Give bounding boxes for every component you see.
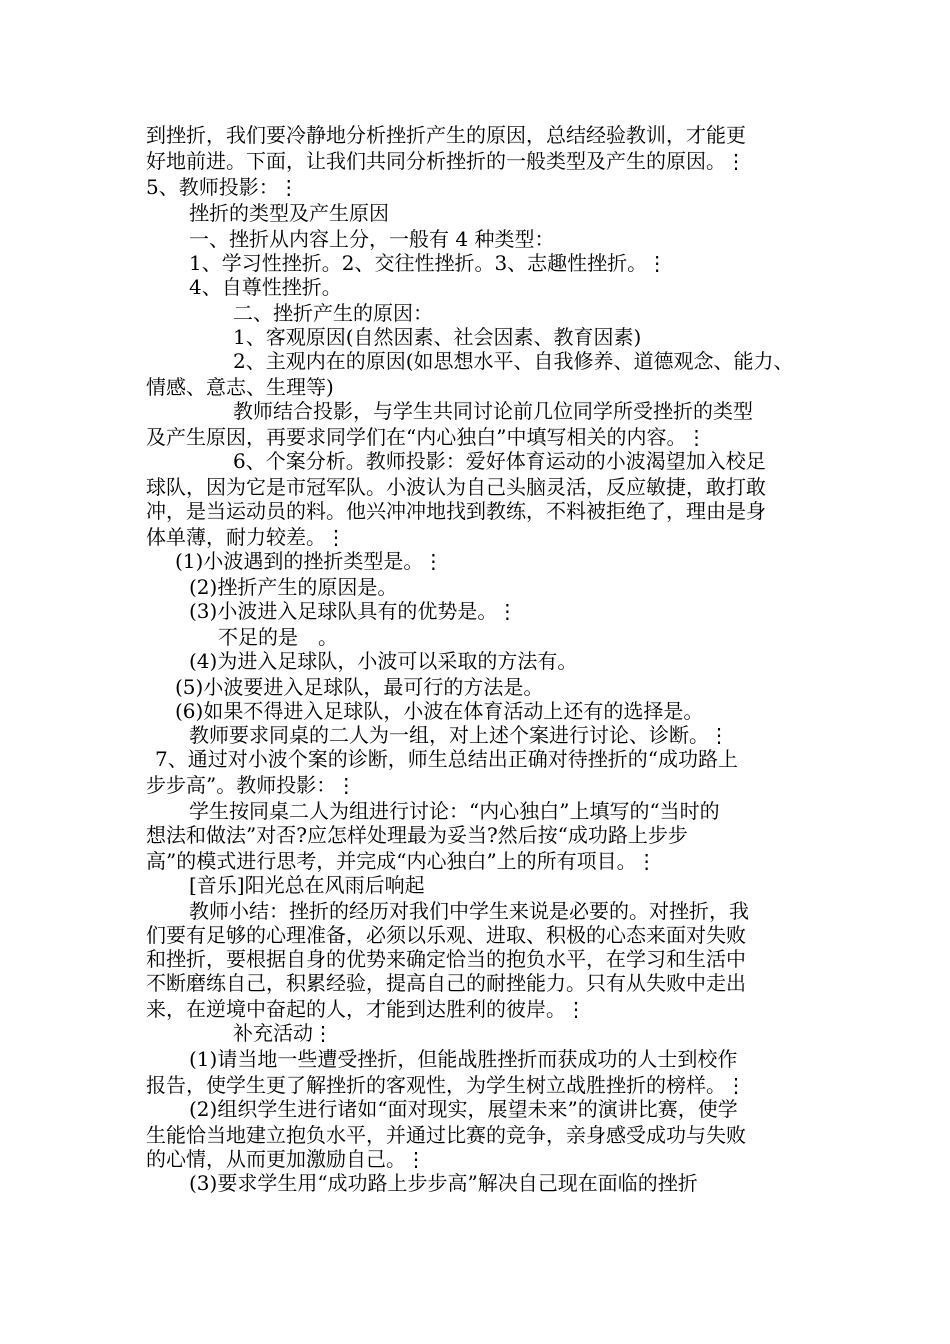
text-line: 到挫折，我们要冷静地分析挫折产生的原因，总结经验教训，才能更	[146, 123, 746, 147]
text-line: 冲，是当运动员的料。他兴冲冲地找到教练，不料被拒绝了，理由是身	[146, 499, 766, 523]
text-line: 高”的模式进行思考，并完成“内心独白”上的所有项目。⋮	[146, 849, 657, 873]
projection-title: 挫折的类型及产生原因	[189, 201, 389, 225]
text-line: 及产生原因，再要求同学们在“内心独白”中填写相关的内容。⋮	[146, 425, 707, 449]
text-line: 一、挫折从内容上分，一般有 4 种类型：	[189, 227, 555, 251]
text-line: 来，在逆境中奋起的人，才能到达胜利的彼岸。⋮	[146, 997, 586, 1021]
text-line: 4、自尊性挫折。	[189, 275, 342, 299]
activity-item: (1)请当地一些遭受挫折，但能战胜挫折而获成功的人士到校作	[189, 1047, 738, 1071]
text-line: 球队，因为它是市冠军队。小波认为自己头脑灵活，反应敏捷，敢打敢	[146, 475, 766, 499]
text-line: 教师结合投影，与学生共同讨论前几位同学所受挫折的类型	[233, 399, 753, 423]
section-heading-6: 6、个案分析。教师投影：爱好体育运动的小波渴望加入校足	[233, 449, 766, 473]
section-heading-5: 5、教师投影：⋮	[146, 175, 299, 199]
question-item: (5)小波要进入足球队，最可行的方法是。	[175, 675, 544, 699]
text-line: 不断磨练自己，积累经验，提高自己的耐挫能力。只有从失败中走出	[146, 971, 746, 995]
question-item: (2)挫折产生的原因是。	[189, 575, 398, 599]
text-line: 教师要求同桌的二人为一组，对上述个案进行讨论、诊断。⋮	[189, 723, 729, 747]
text-line: 好地前进。下面，让我们共同分析挫折的一般类型及产生的原因。⋮	[146, 149, 746, 173]
text-line: 和挫折，要根据自身的优势来确定恰当的抱负水平，在学习和生活中	[146, 947, 746, 971]
text-line: 步步高”。教师投影：⋮	[146, 773, 357, 797]
text-line: 们要有足够的心理准备，必须以乐观、进取、积极的心态来面对失败	[146, 923, 746, 947]
text-line: 情感、意志、生理等)	[146, 375, 334, 399]
text-line: 1、学习性挫折。2、交往性挫折。3、志趣性挫折。⋮	[189, 251, 668, 275]
question-item: 不足的是 。	[218, 625, 338, 649]
text-line: 二、挫折产生的原因：	[233, 301, 433, 325]
text-line: 2、主观内在的原因(如思想水平、自我修养、道德观念、能力、	[233, 349, 794, 373]
question-item: (4)为进入足球队，小波可以采取的方法有。	[189, 649, 578, 673]
music-note-line: [音乐]阳光总在风雨后响起	[189, 873, 425, 897]
question-item: (3)小波进入足球队具有的优势是。⋮	[189, 599, 518, 623]
teacher-summary: 教师小结：挫折的经历对我们中学生来说是必要的。对挫折，我	[189, 899, 749, 923]
activity-item: (3)要求学生用“成功路上步步高”解决自己现在面临的挫折	[189, 1171, 698, 1195]
text-line: 学生按同桌二人为组进行讨论：“内心独白”上填写的“当时的	[189, 799, 720, 823]
text-line: 生能恰当地建立抱负水平，并通过比赛的竞争，亲身感受成功与失败	[146, 1123, 746, 1147]
text-line: 1、客观原因(自然因素、社会因素、教育因素)	[233, 325, 642, 349]
text-line: 报告，使学生更了解挫折的客观性，为学生树立战胜挫折的榜样。⋮	[146, 1073, 746, 1097]
question-item: (1)小波遇到的挫折类型是。⋮	[175, 549, 444, 573]
question-item: (6)如果不得进入足球队，小波在体育活动上还有的选择是。	[175, 699, 704, 723]
activity-item: (2)组织学生进行诸如“面对现实，展望未来”的演讲比赛，使学	[189, 1097, 738, 1121]
text-line: 体单薄，耐力较差。⋮	[146, 525, 346, 549]
text-line: 的心情，从而更加激励自己。⋮	[146, 1147, 426, 1171]
supplementary-heading: 补充活动⋮	[233, 1021, 333, 1045]
section-heading-7: 7、通过对小波个案的诊断，师生总结出正确对待挫折的“成功路上	[155, 747, 738, 771]
text-line: 想法和做法”对否?应怎样处理最为妥当?然后按“成功路上步步	[146, 823, 688, 847]
